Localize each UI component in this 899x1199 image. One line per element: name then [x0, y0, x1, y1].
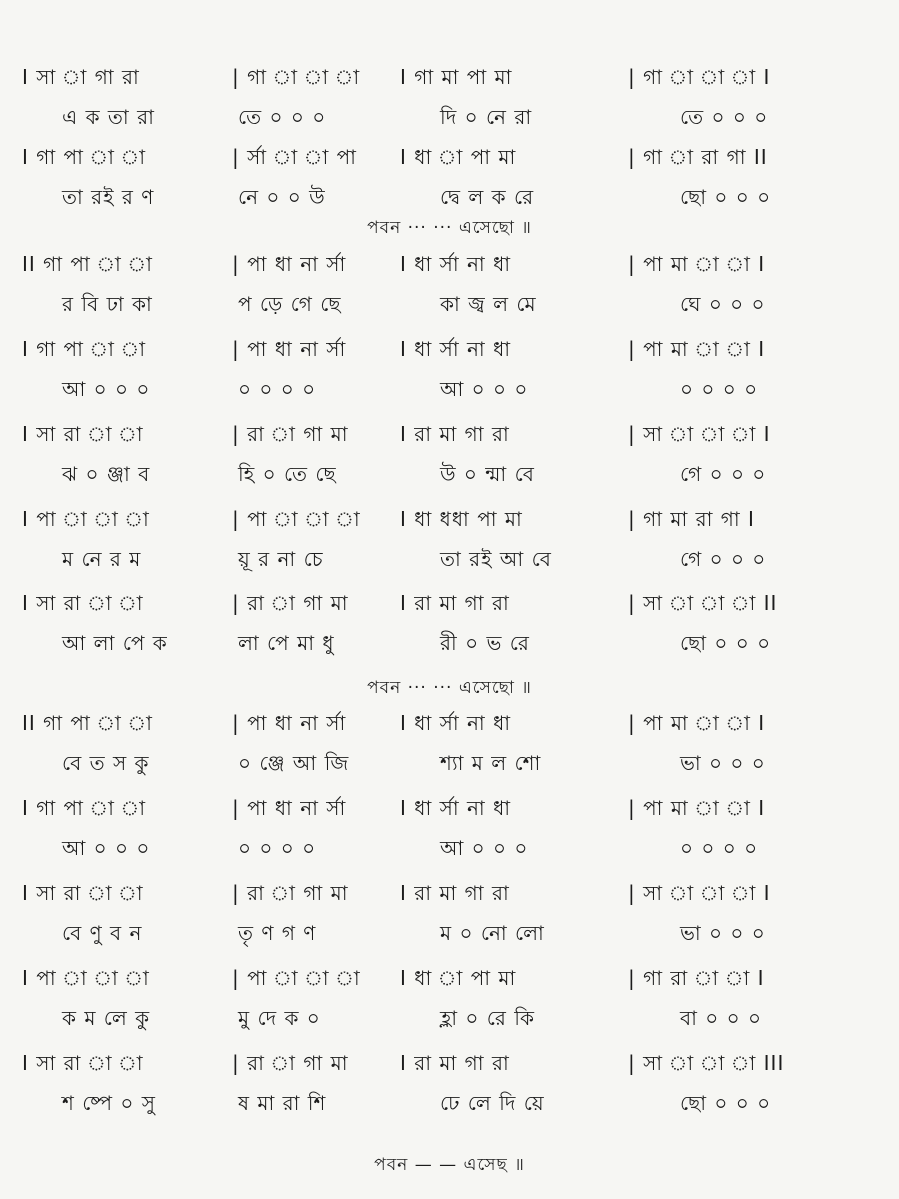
- lyric-measure: রী ০ ভ রে: [440, 631, 530, 655]
- notation-row: [0, 329, 899, 369]
- lyric-measure: ছো ০ ০ ০: [680, 185, 772, 209]
- lyric-row: [0, 177, 899, 217]
- notation-measure: I গা পা া া: [22, 337, 147, 361]
- notation-row: [0, 583, 899, 623]
- lyric-measure: ০ ০ ০ ০: [680, 836, 759, 860]
- notation-measure: I রা মা গা রা: [400, 422, 510, 446]
- lyric-measure: ছো ০ ০ ০: [680, 631, 772, 655]
- refrain-line: পবন — — এসেছ ॥: [374, 1155, 525, 1175]
- notation-measure: | গা া া া: [232, 65, 361, 89]
- notation-measure: | রা া গা মা: [232, 881, 349, 905]
- lyric-row: [0, 454, 899, 494]
- lyric-row: [0, 539, 899, 579]
- lyric-row: [0, 913, 899, 953]
- lyric-measure: য়ূ র না চে: [238, 547, 324, 571]
- notation-measure: | গা া া া I: [628, 65, 771, 89]
- lyric-measure: বে ত স কু: [62, 751, 150, 775]
- notation-measure: I সা রা া া: [22, 591, 144, 615]
- notation-measure: | গা া রা গা II: [628, 145, 768, 169]
- lyric-measure: শ ষ্পে ০ সু: [62, 1091, 157, 1115]
- notation-row: [0, 958, 899, 998]
- notation-measure: | পা ধা না র্সা: [232, 711, 347, 735]
- lyric-measure: আ ০ ০ ০: [62, 377, 151, 401]
- notation-measure: | পা মা া া I: [628, 711, 766, 735]
- notation-measure: | পা ধা না র্সা: [232, 796, 347, 820]
- notation-measure: | পা মা া া I: [628, 796, 766, 820]
- lyric-row: [0, 743, 899, 783]
- lyric-row: [0, 369, 899, 409]
- lyric-measure: নে ০ ০ উ: [238, 185, 326, 209]
- lyric-measure: ০ ০ ০ ০: [238, 836, 317, 860]
- notation-measure: | গা মা রা গা I: [628, 507, 755, 531]
- notation-measure: | রা া গা মা: [232, 1051, 349, 1075]
- lyric-measure: ঝ ০ ঞ্জা ব: [62, 462, 151, 486]
- notation-measure: | সা া া া I: [628, 422, 771, 446]
- notation-measure: | সা া া া III: [628, 1051, 785, 1075]
- notation-measure: I ধা া পা মা: [400, 966, 517, 990]
- lyric-row: [0, 1083, 899, 1123]
- notation-measure: I গা পা া া: [22, 145, 147, 169]
- notation-row: [0, 57, 899, 97]
- lyric-measure: বে ণু ব ন: [62, 921, 143, 945]
- lyric-measure: ০ ০ ০ ০: [238, 377, 317, 401]
- lyric-measure: মু দে ক ০: [238, 1006, 321, 1030]
- notation-measure: I পা া া া: [22, 507, 150, 531]
- lyric-measure: ঘে ০ ০ ০: [680, 292, 766, 316]
- notation-measure: I ধা র্সা না ধা: [400, 796, 512, 820]
- lyric-measure: তা রই আ বে: [440, 547, 552, 571]
- notation-measure: | রা া গা মা: [232, 591, 349, 615]
- refrain-line: পবন ··· ··· এসেছো ॥: [367, 678, 532, 698]
- notation-measure: I ধা া পা মা: [400, 145, 517, 169]
- notation-measure: | পা া া া: [232, 966, 361, 990]
- lyric-measure: লা পে মা ধু: [238, 631, 335, 655]
- lyric-measure: ০ ঞ্জে আ জি: [238, 751, 350, 775]
- lyric-measure: ক ম লে কু: [62, 1006, 151, 1030]
- notation-measure: I ধা র্সা না ধা: [400, 252, 512, 276]
- lyric-measure: ঢে লে দি য়ে: [440, 1091, 545, 1115]
- lyric-measure: গে ০ ০ ০: [680, 547, 767, 571]
- lyric-measure: শ্যা ম ল শো: [440, 751, 542, 775]
- lyric-measure: গে ০ ০ ০: [680, 462, 767, 486]
- notation-measure: I ধা ধধা পা মা: [400, 507, 523, 531]
- lyric-row: [0, 97, 899, 137]
- lyric-measure: আ ০ ০ ০: [440, 377, 529, 401]
- lyric-measure: ষ মা রা শি: [238, 1091, 327, 1115]
- notation-measure: | পা মা া া I: [628, 252, 766, 276]
- notation-measure: I পা া া া: [22, 966, 150, 990]
- lyric-measure: বা ০ ০ ০: [680, 1006, 763, 1030]
- lyric-measure: আ ০ ০ ০: [62, 836, 151, 860]
- notation-measure: I ধা র্সা না ধা: [400, 337, 512, 361]
- lyric-measure: ভা ০ ০ ০: [680, 751, 766, 775]
- lyric-measure: দি ০ নে রা: [440, 105, 533, 129]
- notation-measure: I সা রা া া: [22, 881, 144, 905]
- notation-measure: II গা পা া া: [22, 711, 153, 735]
- notation-row: [0, 1043, 899, 1083]
- lyric-measure: কা জ্ব ল মে: [440, 292, 537, 316]
- lyric-measure: তে ০ ০ ০: [238, 105, 327, 129]
- notation-measure: | পা মা া া I: [628, 337, 766, 361]
- lyric-measure: তে ০ ০ ০: [680, 105, 769, 129]
- lyric-measure: ম ০ নো লো: [440, 921, 545, 945]
- lyric-measure: ছো ০ ০ ০: [680, 1091, 772, 1115]
- notation-measure: I গা মা পা মা: [400, 65, 513, 89]
- notation-measure: I সা া গা রা: [22, 65, 140, 89]
- notation-measure: I সা রা া া: [22, 422, 144, 446]
- lyric-measure: প ড়ে গে ছে: [238, 292, 342, 316]
- notation-measure: | গা রা া া I: [628, 966, 765, 990]
- lyric-measure: ০ ০ ০ ০: [680, 377, 759, 401]
- notation-measure: | সা া া া II: [628, 591, 778, 615]
- notation-measure: | র্সা া া পা: [232, 145, 357, 169]
- lyric-measure: তা রই র ণ: [62, 185, 155, 209]
- lyric-row: [0, 284, 899, 324]
- notation-row: [0, 499, 899, 539]
- lyric-measure: হ্লা ০ রে কি: [440, 1006, 535, 1030]
- notation-measure: | পা া া া: [232, 507, 361, 531]
- notation-row: [0, 137, 899, 177]
- notation-measure: I সা রা া া: [22, 1051, 144, 1075]
- lyric-row: [0, 828, 899, 868]
- notation-measure: II গা পা া া: [22, 252, 153, 276]
- lyric-measure: ম নে র ম: [62, 547, 142, 571]
- lyric-measure: আ ০ ০ ০: [440, 836, 529, 860]
- notation-measure: | সা া া া I: [628, 881, 771, 905]
- notation-row: [0, 414, 899, 454]
- lyric-measure: তৃ ণ গ ণ: [238, 921, 317, 945]
- notation-row: [0, 873, 899, 913]
- notation-row: [0, 788, 899, 828]
- notation-measure: I গা পা া া: [22, 796, 147, 820]
- lyric-measure: র বি ঢা কা: [62, 292, 153, 316]
- notation-measure: | রা া গা মা: [232, 422, 349, 446]
- refrain-line: পবন ··· ··· এসেছো ॥: [367, 218, 532, 238]
- notation-measure: I রা মা গা রা: [400, 881, 510, 905]
- notation-row: [0, 703, 899, 743]
- notation-row: [0, 244, 899, 284]
- notation-measure: I ধা র্সা না ধা: [400, 711, 512, 735]
- notation-measure: | পা ধা না র্সা: [232, 252, 347, 276]
- lyric-row: [0, 998, 899, 1038]
- notation-measure: | পা ধা না র্সা: [232, 337, 347, 361]
- lyric-measure: উ ০ ন্মা বে: [440, 462, 535, 486]
- lyric-measure: আ লা পে ক: [62, 631, 168, 655]
- lyric-measure: ভা ০ ০ ০: [680, 921, 766, 945]
- lyric-measure: এ ক তা রা: [62, 105, 155, 129]
- lyric-measure: দ্বে ল ক রে: [440, 185, 535, 209]
- notation-measure: I রা মা গা রা: [400, 1051, 510, 1075]
- notation-measure: I রা মা গা রা: [400, 591, 510, 615]
- lyric-measure: হি ০ তে ছে: [238, 462, 337, 486]
- lyric-row: [0, 623, 899, 663]
